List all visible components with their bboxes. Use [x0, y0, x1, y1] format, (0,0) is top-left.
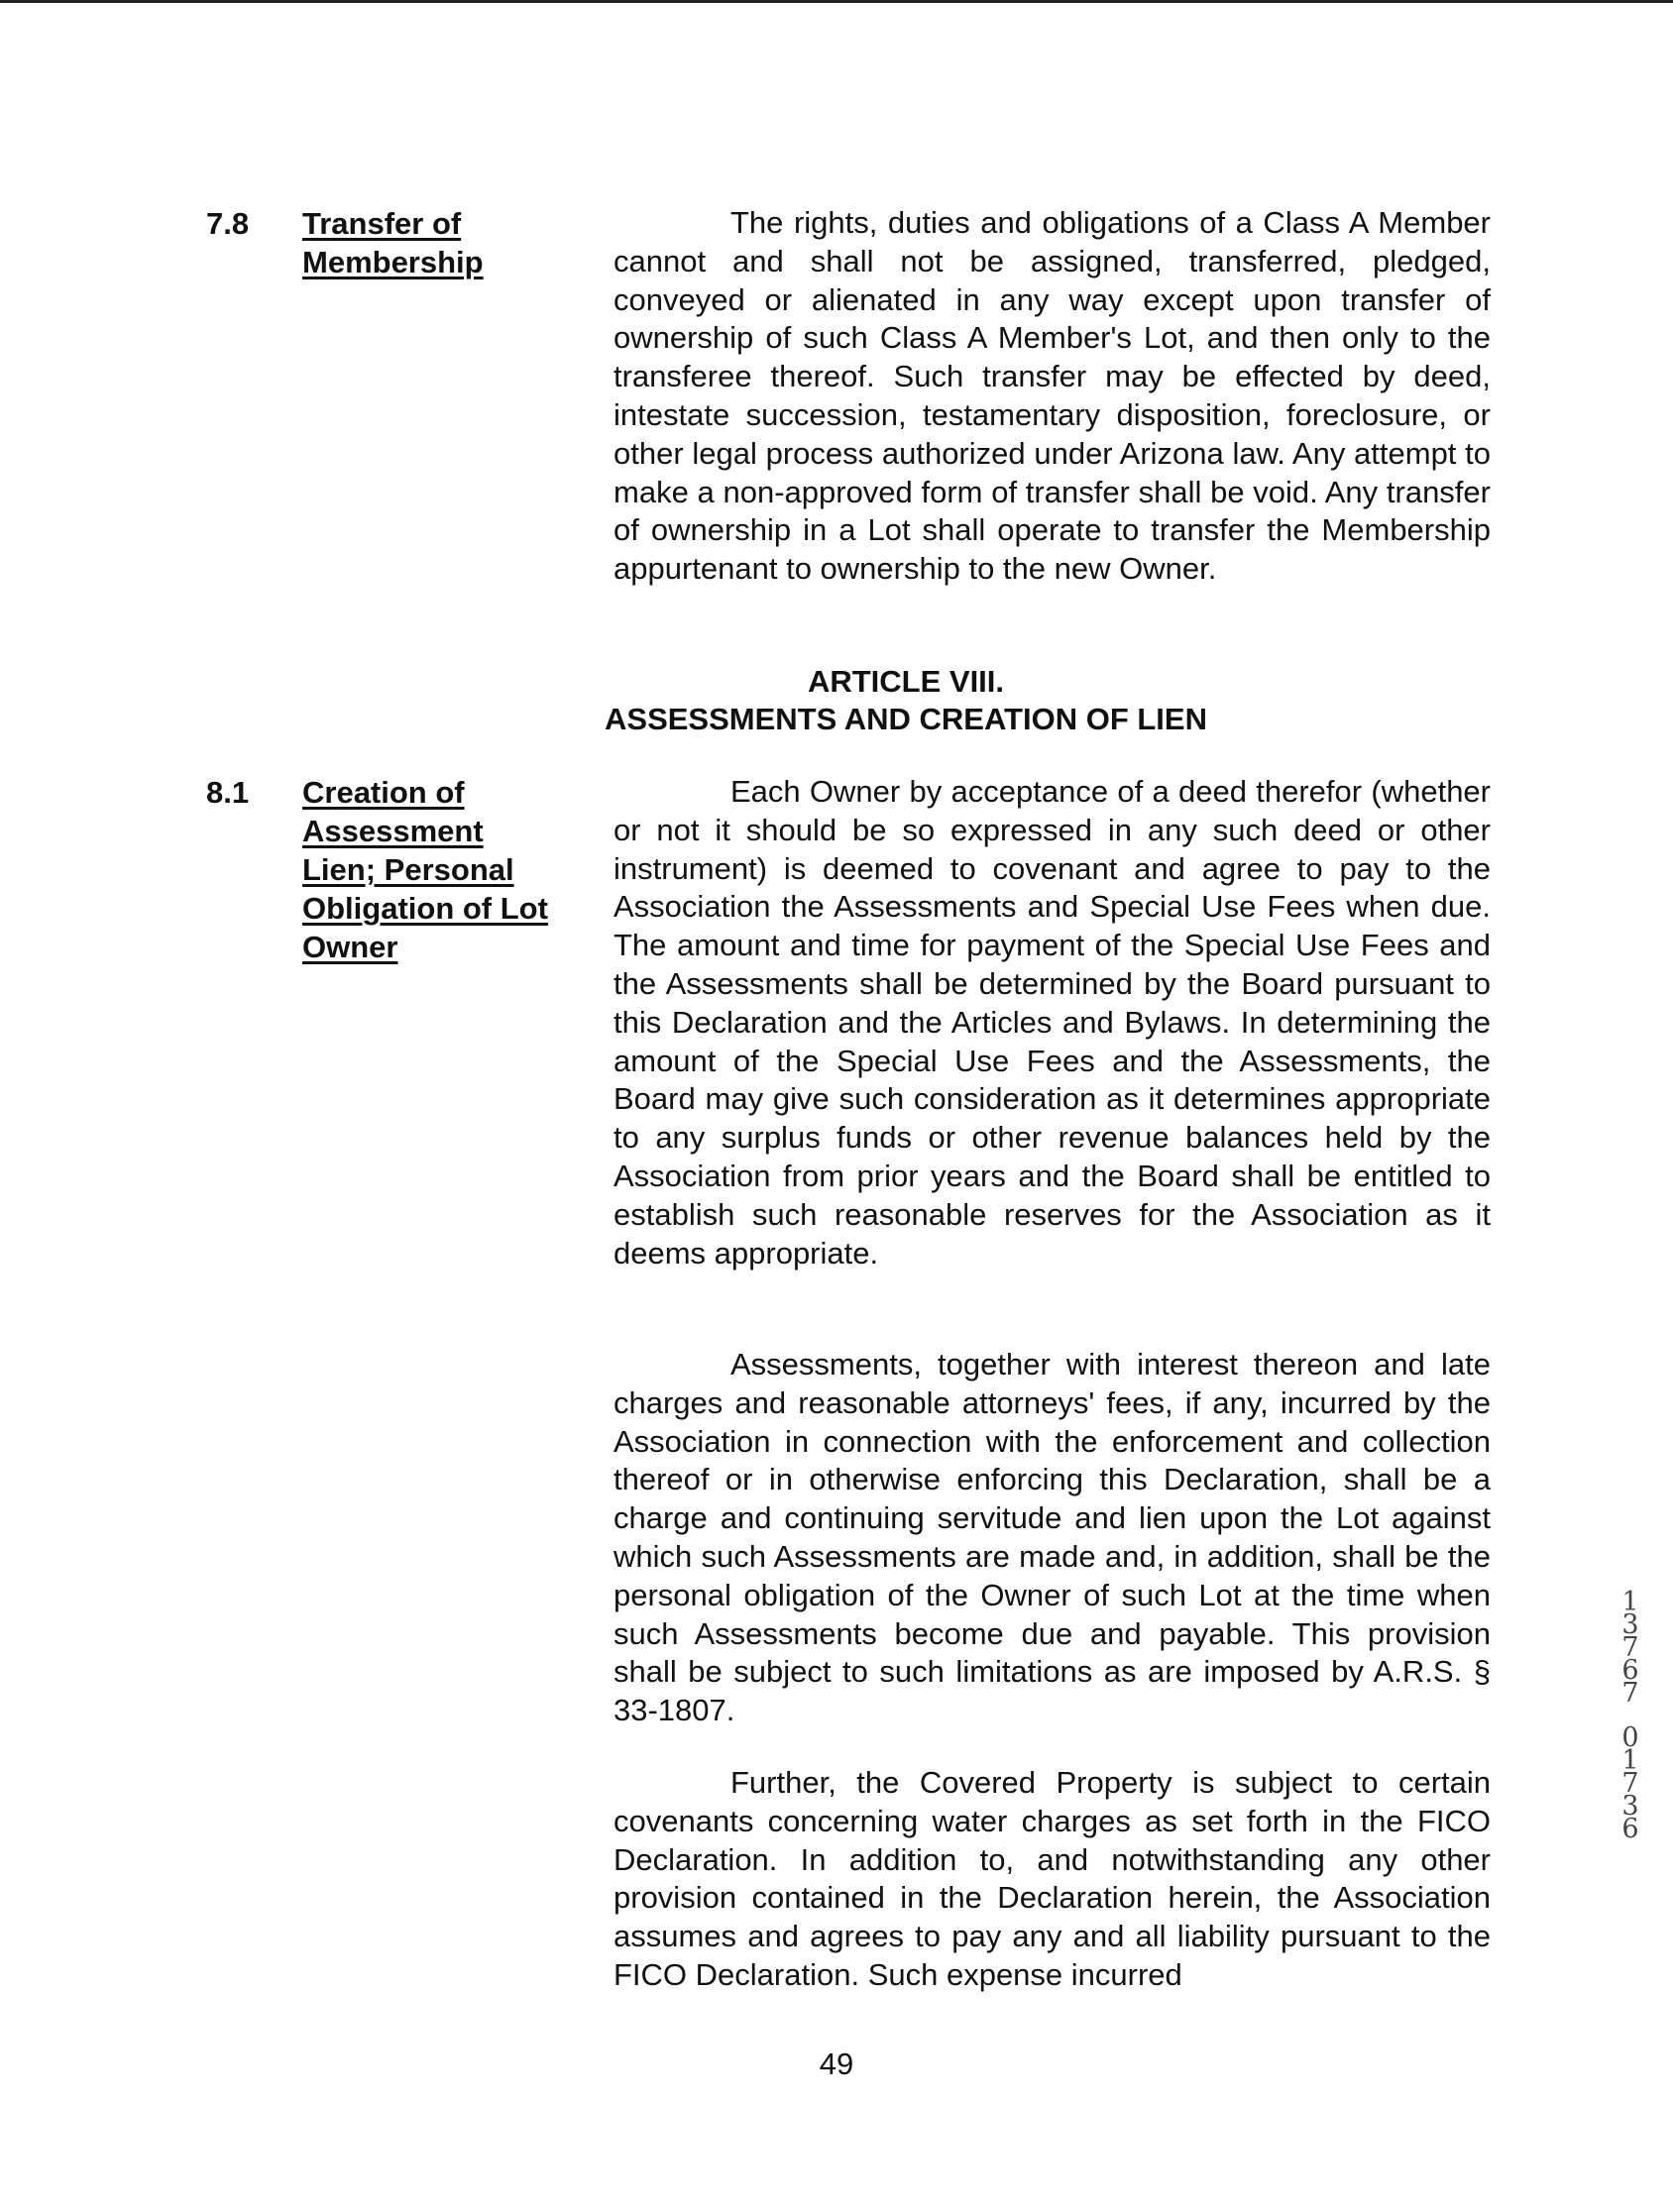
section-number-8-1: 8.1 [206, 775, 250, 810]
section-title-line: Obligation of Lot [302, 891, 548, 926]
section-title-line: Owner [302, 930, 398, 964]
section-title-line: Transfer of [302, 206, 462, 241]
section-title-line: Assessment [302, 814, 484, 848]
section-number-7-8: 7.8 [206, 206, 250, 241]
section-title-8-1 [302, 773, 548, 966]
page-number: 49 [819, 2046, 854, 2081]
stamp-part: 13767 [1621, 1587, 1639, 1709]
section-title-line: Membership [302, 245, 484, 279]
stamp-part: 01736 [1621, 1722, 1639, 1844]
article-number: ARTICLE VIII. [807, 664, 1005, 699]
article-heading [0, 663, 1673, 738]
section-8-1-paragraph-1: Each Owner by acceptance of a deed therefor (whether or not it should be so expressed in any such deed or other instrument) is deemed to covenant and agree to pay to the Association the Assessments and Special Use Fees when due. The amount and time for payment of the Special Use Fees and the Assessments shall be determined by the Board pursuant to this Declaration and the Articles and Bylaws. In determining the amount of the Special Use Fees and the Assessments, the Board may give such consideration as it determines appropriate to any surplus funds or other revenue balances held by the Association from prior years and the Board shall be entitled to establish such reasonable reserves for the Association as it deems appropriate. [613, 774, 1491, 1271]
recording-stamp [1616, 1587, 1645, 1844]
section-title-line: Lien; Personal [302, 852, 514, 887]
article-subheading: ASSESSMENTS AND CREATION OF LIEN [605, 702, 1207, 736]
section-title-line: Creation of [302, 775, 465, 810]
section-title-7-8 [302, 204, 484, 281]
section-8-1-paragraph-2: Assessments, together with interest thereon and late charges and reasonable attorneys' fees, if any, incurred by the Association in connection with the enforcement and collection thereof or in otherwise enforcing this Declaration, shall be a charge and continuing servitude and lien upon the Lot against which such Assessments are made and, in addition, shall be the personal obligation of the Owner of such Lot at the time when such Assessments become due and payable. This provision shall be subject to such limitations as are imposed by A.R.S. § 33-1807. [613, 1347, 1491, 1728]
section-8-1-paragraph-3: Further, the Covered Property is subject to certain covenants concerning water charges as set forth in the FICO Declaration. In addition to, and notwithstanding any other provision contained in the Declaration herein, the Association assumes and agrees to pay any and all liability pursuant to the FICO Declaration. Such expense incurred [613, 1765, 1491, 1992]
top-border-line [0, 0, 1673, 3]
section-7-8-paragraph: The rights, duties and obligations of a Class A Member cannot and shall not be assigned, transferred, pledged, conveyed or alienated in any way except upon transfer of ownership of such Class A Member's Lot, and then only to the transferee thereof. Such transfer may be effected by deed, intestate succession, testamentary disposition, foreclosure, or other legal process authorized under Arizona law. Any attempt to make a non-approved form of transfer shall be void. Any transfer of ownership in a Lot shall operate to transfer the Membership appurtenant to ownership to the new Owner. [613, 205, 1491, 587]
